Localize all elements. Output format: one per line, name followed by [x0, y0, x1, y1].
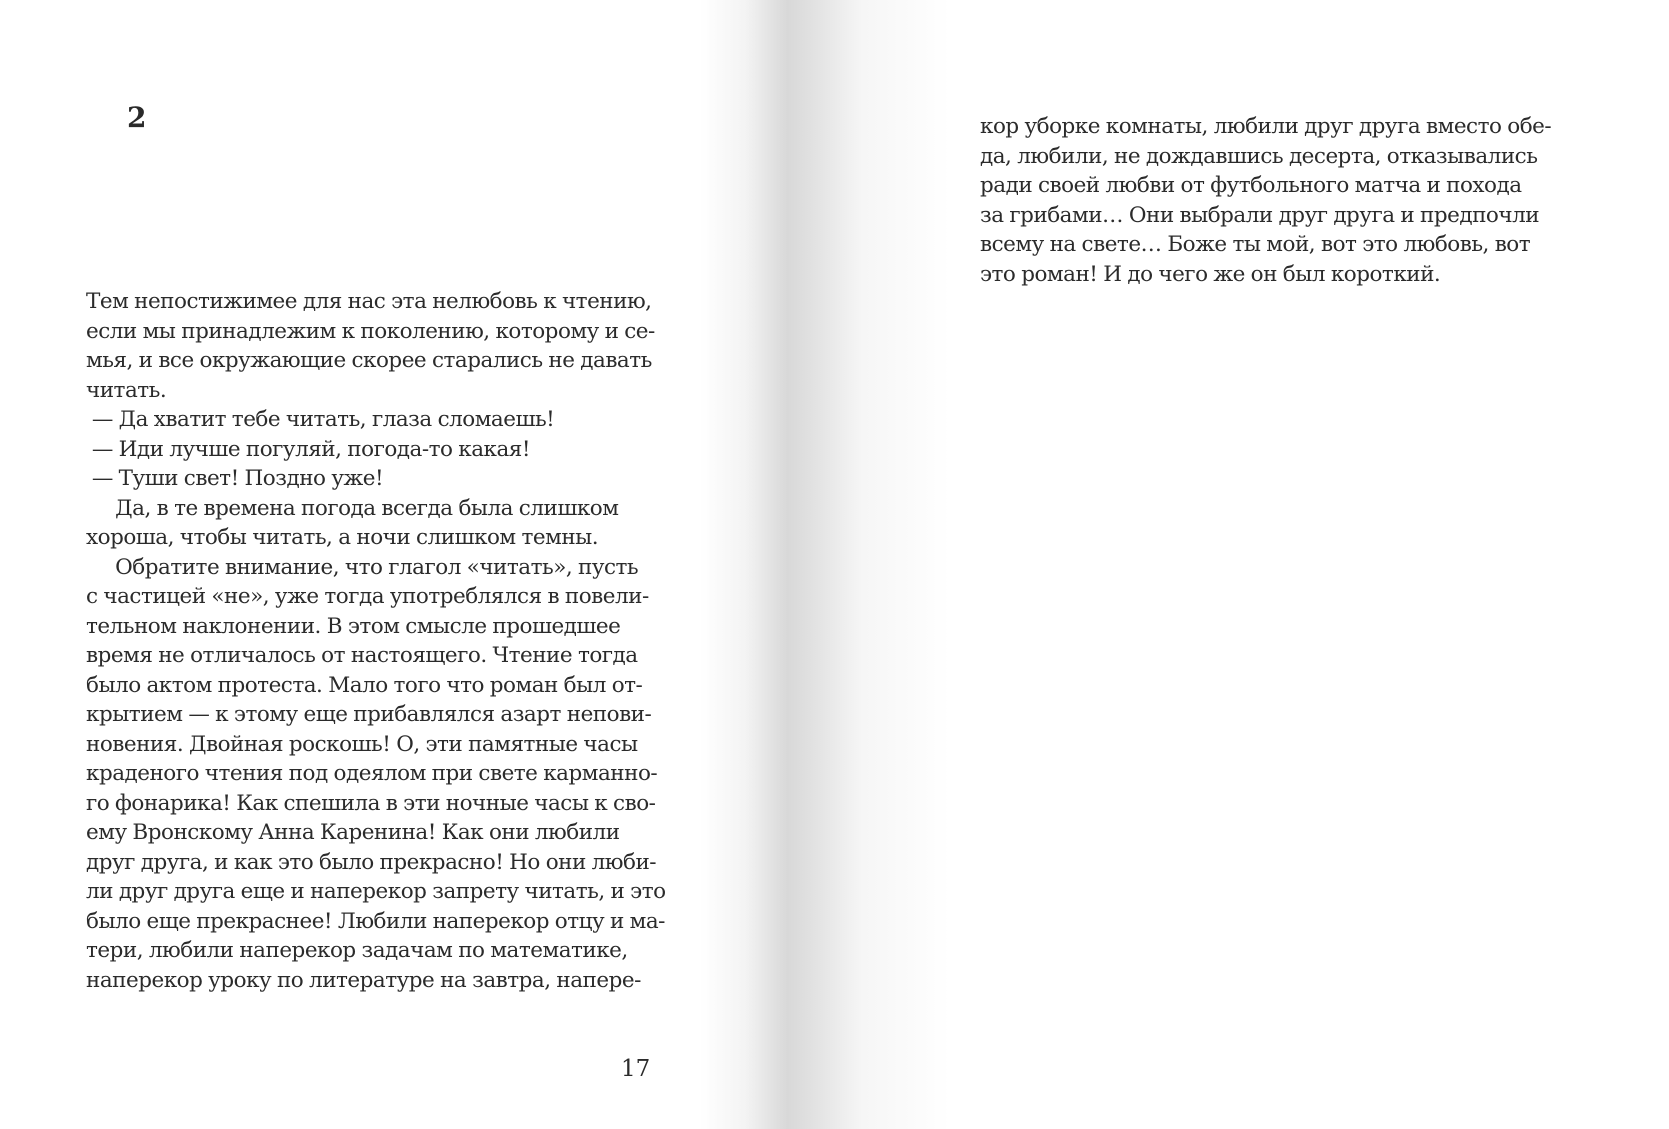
text-line: мья, и все окружающие скорее старались не давать [86, 348, 652, 373]
text-line: было актом протеста. Мало того что роман был от- [86, 672, 643, 698]
left-page-body [86, 287, 666, 995]
text-line: Да, в те времена погода всегда была слишком [86, 495, 619, 521]
text-line: тери, любили наперекор задачам по математике, [86, 938, 628, 963]
text-line: время не отличалось от настоящего. Чтение тогда [86, 643, 638, 668]
text-line: го фонарика! Как спешила в эти ночные часы к сво- [86, 790, 656, 816]
text-line: всему на свете… Боже ты мой, вот это любовь, вот [980, 232, 1531, 257]
left-page [0, 0, 700, 1129]
text-line: если мы принадлежим к поколению, которому и се- [86, 318, 655, 344]
text-line: это роман! И до чего же он был короткий. [980, 261, 1441, 287]
right-page-body [980, 112, 1560, 289]
text-line: наперекор уроку по литературе на завтра, напере- [86, 967, 641, 993]
text-line: кор уборке комнаты, любили друг друга вместо обе- [980, 114, 1552, 139]
book-gutter-shadow [700, 0, 950, 1129]
text-line: краденого чтения под одеялом при свете карманно- [86, 761, 658, 786]
text-line: Обратите внимание, что глагол «читать», пусть [86, 554, 639, 580]
text-line: читать. [86, 377, 167, 403]
text-line: за грибами… Они выбрали друг друга и предпочли [980, 202, 1540, 228]
page-number: 17 [621, 1056, 651, 1082]
text-line: крытием — к этому еще прибавлялся азарт непови- [86, 702, 652, 727]
text-line: хороша, чтобы читать, а ночи слишком темны. [86, 525, 599, 550]
text-line: новения. Двойная роскошь! О, эти памятные часы [86, 731, 638, 757]
text-line: друг друга, и как это было прекрасно! Но они люби- [86, 849, 657, 875]
text-line: ли друг друга еще и наперекор запрету читать, и это [86, 879, 666, 904]
text-line: ради своей любви от футбольного матча и похода [980, 173, 1522, 198]
text-line: с частицей «не», уже тогда употреблялся в повели- [86, 584, 649, 609]
dialogue-line: — Да хватит тебе читать, глаза сломаешь! [86, 407, 555, 432]
text-line: тельном наклонении. В этом смысле прошедшее [86, 613, 621, 639]
dialogue-line: — Иди лучше погуляй, погода-то какая! [86, 436, 530, 462]
text-line: Тем непостижимее для нас эта нелюбовь к чтению, [86, 289, 652, 314]
text-line: ему Вронскому Анна Каренина! Как они любили [86, 820, 620, 845]
text-line: да, любили, не дождавшись десерта, отказывались [980, 143, 1538, 169]
dialogue-line: — Туши свет! Поздно уже! [86, 466, 384, 491]
text-line: было еще прекраснее! Любили наперекор отцу и ма- [86, 908, 665, 934]
chapter-number: 2 [127, 101, 147, 134]
